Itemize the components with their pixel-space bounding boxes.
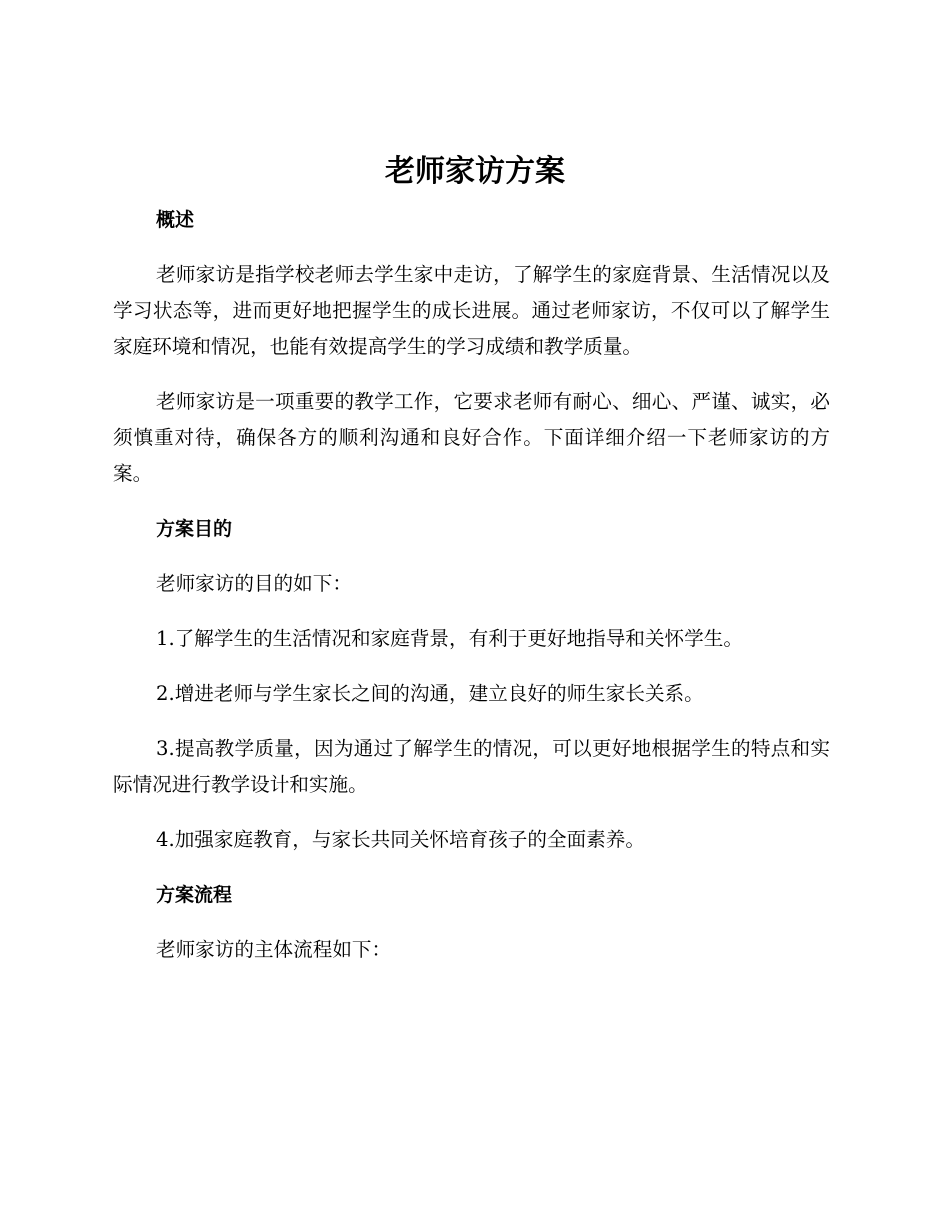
purpose-item-3: 3.提高教学质量，因为通过了解学生的情况，可以更好地根据学生的特点和实际情况进行教学设计和实施。 [113,737,830,796]
purpose-item-2: 2.增进老师与学生家长之间的沟通，建立良好的师生家长关系。 [156,682,704,705]
purpose-item-4: 4.加强家庭教育，与家长共同关怀培育孩子的全面素养。 [156,828,645,851]
overview-paragraph-1: 老师家访是指学校老师去学生家中走访，了解学生的家庭背景、生活情况以及学习状态等，进而更好地把握学生的成长进展。通过老师家访，不仅可以了解学生家庭环境和情况，也能有效提高学生的学习成绩和教学质量。 [113,263,830,358]
section-heading-overview: 概述 [156,209,195,231]
process-intro: 老师家访的主体流程如下： [156,938,392,961]
purpose-item-1: 1.了解学生的生活情况和家庭背景，有利于更好地指导和关怀学生。 [156,627,743,650]
purpose-intro: 老师家访的目的如下： [156,572,352,595]
section-heading-purpose: 方案目的 [156,518,233,540]
section-heading-process: 方案流程 [156,884,233,906]
overview-paragraph-2: 老师家访是一项重要的教学工作，它要求老师有耐心、细心、严谨、诚实，必须慎重对待，确保各方的顺利沟通和良好合作。下面详细介绍一下老师家访的方案。 [113,390,830,485]
document-title: 老师家访方案 [385,154,565,189]
document-body [113,202,830,987]
